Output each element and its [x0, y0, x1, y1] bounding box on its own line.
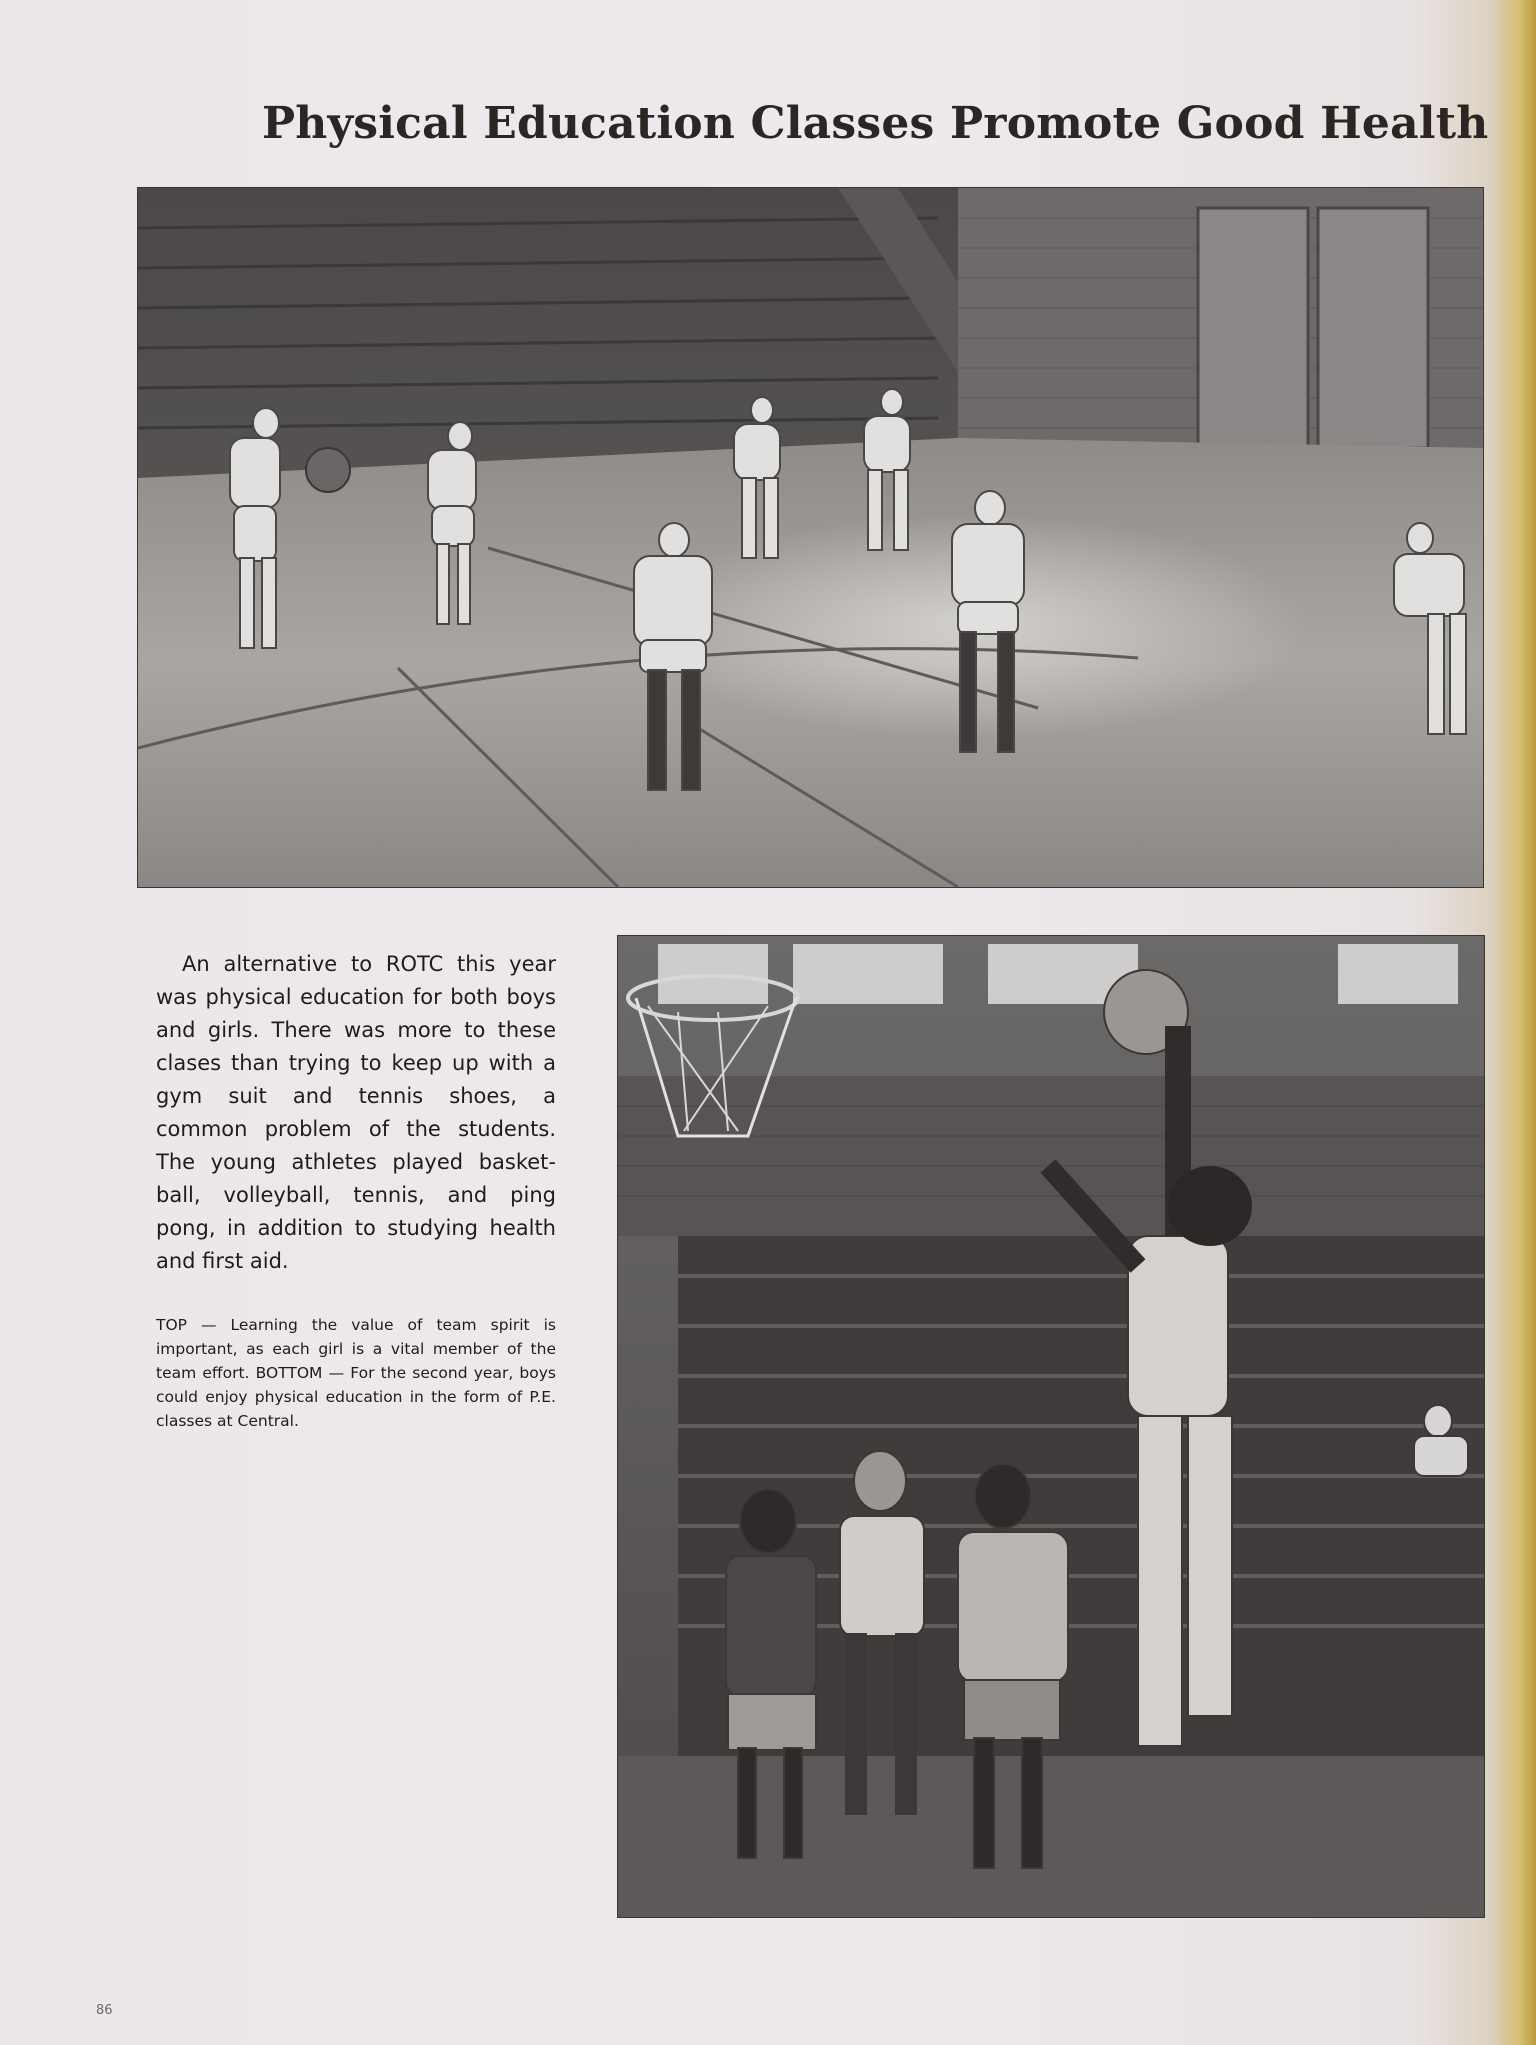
- top-photo-girls-gym-class: [137, 187, 1484, 888]
- page-binding-edge: [1496, 0, 1536, 2045]
- top-photo-image: [138, 188, 1483, 887]
- bottom-photo-boys-basketball: [617, 935, 1485, 1918]
- page-headline: Physical Education Classes Promote Good Health: [262, 98, 1489, 149]
- page-number: 86: [96, 2003, 113, 2018]
- bottom-photo-image: [618, 936, 1484, 1917]
- photo-caption: TOP — Learning the value of team spirit is important, as each girl is a vital member of the team effort. BOTTOM — For the second year, boys could enjoy physical education in the form of P.E. classes at Central.: [156, 1316, 556, 1430]
- article-body-text: An alternative to ROTC this year was physical education for both boys and girls. There was more to these clases than trying to keep up with a gym suit and tennis shoes, a common problem of the students. The young athletes played basket-ball, volleyball, tennis, and ping pong, in addition to studying health and first aid.: [156, 952, 556, 1273]
